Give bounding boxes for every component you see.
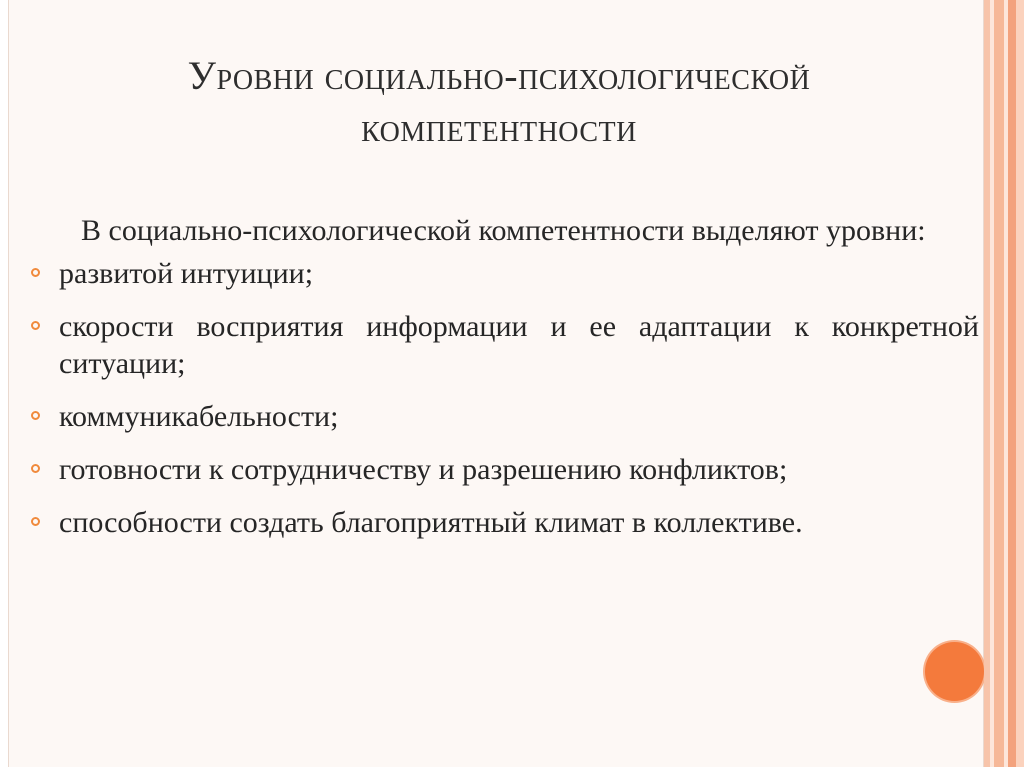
list-item	[29, 308, 979, 382]
bullet-circle-icon	[31, 411, 40, 420]
slide-content	[29, 212, 979, 541]
slide-title: Уровни социально-психологической компетентности	[187, 53, 811, 150]
decorative-stripes	[984, 0, 1024, 767]
stripe	[1016, 0, 1024, 767]
bullet-text: скорости восприятия информации и ее адаптации к конкретной ситуации;	[59, 310, 979, 380]
bullet-text: способности создать благоприятный климат в коллективе.	[59, 506, 803, 539]
list-item	[29, 398, 979, 435]
bullet-text: готовности к сотрудничеству и разрешению конфликтов;	[59, 453, 788, 486]
stripe	[1008, 0, 1016, 767]
bullet-text: коммуникабельности;	[59, 400, 339, 433]
list-item	[29, 255, 979, 292]
list-item	[29, 451, 979, 488]
bullet-text: развитой интуиции;	[59, 257, 314, 290]
bullet-circle-icon	[31, 464, 40, 473]
bullet-circle-icon	[31, 268, 40, 277]
bullet-circle-icon	[31, 517, 40, 526]
list-item	[29, 504, 979, 541]
stripe	[994, 0, 1004, 767]
intro-text: В социально-психологической компетентности выделяют уровни:	[81, 214, 926, 247]
decorative-circle-icon	[925, 642, 984, 701]
bullet-list	[29, 255, 979, 541]
slide-frame	[8, 0, 984, 767]
bullet-circle-icon	[31, 321, 40, 330]
